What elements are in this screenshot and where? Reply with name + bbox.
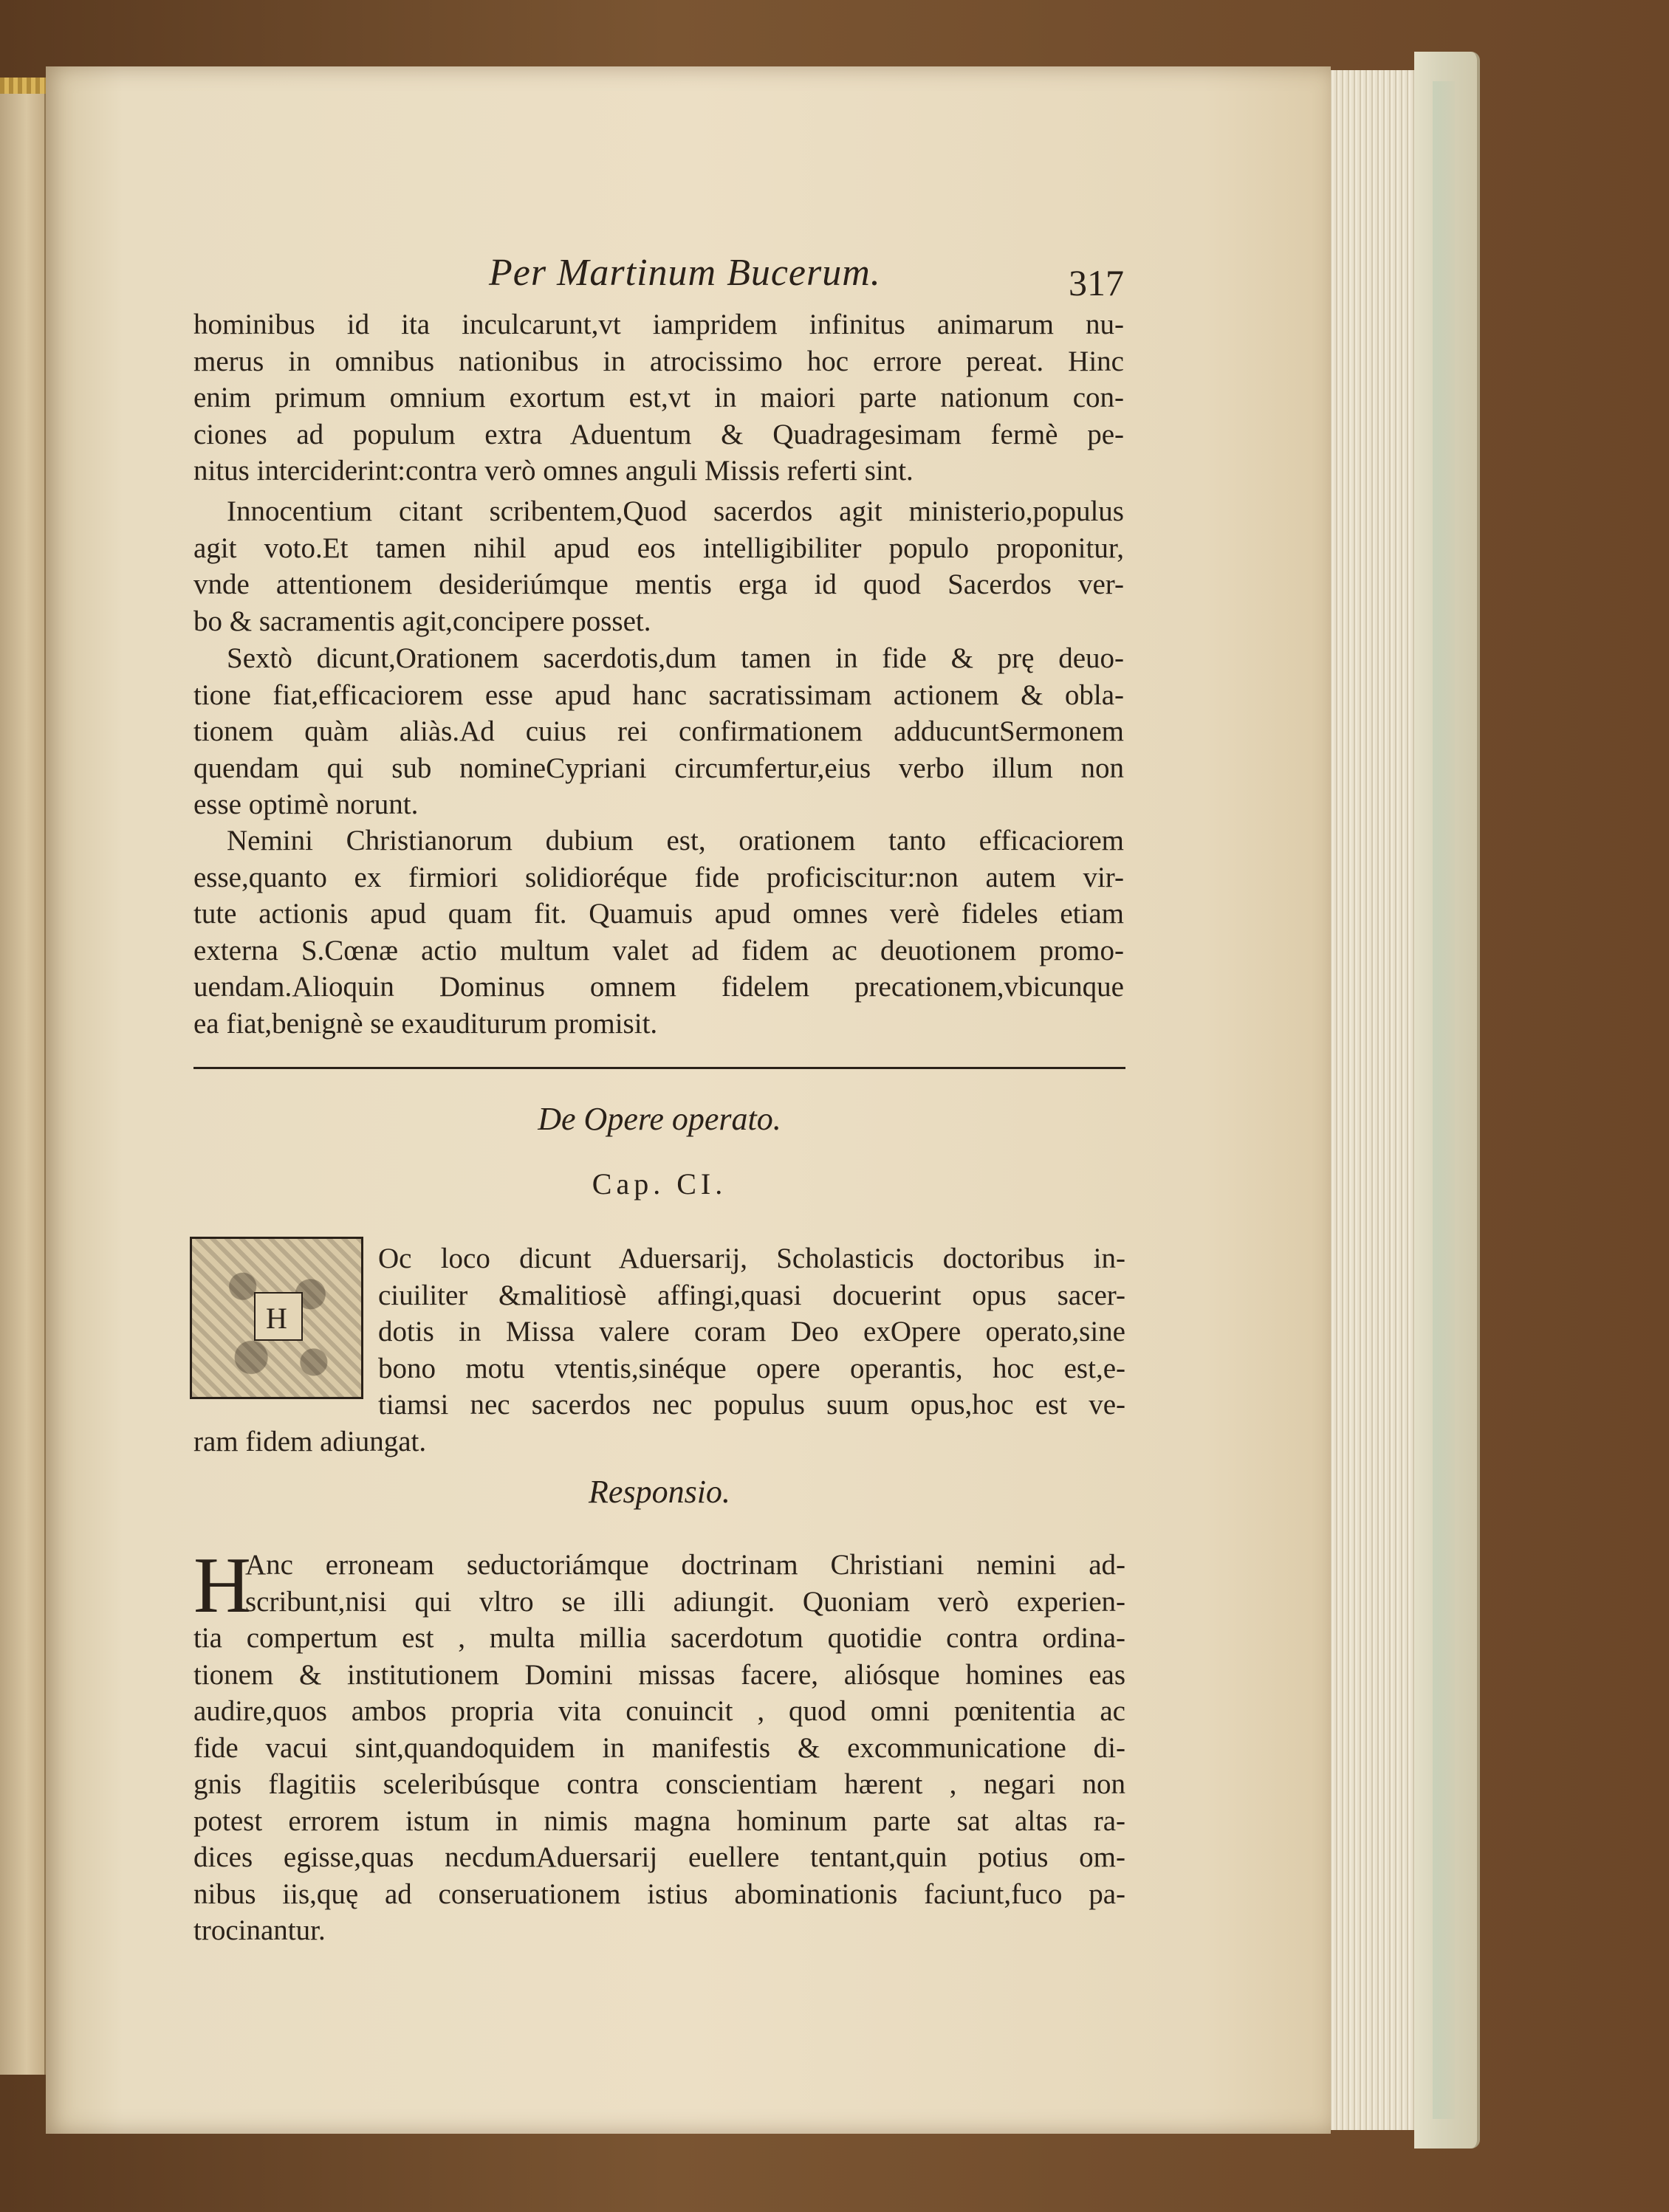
- text-line: Oc loco dicunt Aduersarij, Scholasticis doctoribus in-: [378, 1243, 1125, 1274]
- text-line: dotis in Missa valere coram Deo exOpere operato,sine: [378, 1316, 1125, 1347]
- text-line: tiamsi nec sacerdos nec populus suum opus,hoc est ve-: [378, 1389, 1125, 1421]
- page-block-edges: [1322, 70, 1416, 2130]
- page-number: 317: [1069, 262, 1124, 303]
- text-line: trocinantur.: [193, 1914, 326, 1946]
- text-line: ram fidem adiungat.: [193, 1425, 427, 1457]
- text-line: ciuiliter &malitiosè affingi,quasi docuerint opus sacer-: [378, 1279, 1125, 1311]
- text-line: tione fiat,efficaciorem esse apud hanc sacratissimam actionem & obla-: [193, 679, 1124, 711]
- initial-letter: H: [266, 1301, 287, 1335]
- paragraph-6: [193, 1542, 1125, 1949]
- paragraph-4: [193, 822, 1124, 1042]
- text-line: esse,quanto ex firmiori solidioréque fide proficiscitur:non autem vir-: [193, 861, 1124, 893]
- paragraph-1: [193, 306, 1124, 490]
- text-line: bo & sacramentis agit,concipere posset.: [193, 605, 651, 637]
- text-line: tionem & institutionem Domini missas facere, aliósque homines eas: [193, 1658, 1125, 1691]
- text-line: ea fiat,benignè se exauditurum promisit.: [193, 1007, 658, 1040]
- text-line: enim primum omnium exortum est,vt in maiori parte nationum con-: [193, 382, 1124, 413]
- running-head: Per Martinum Bucerum.: [489, 252, 881, 294]
- paragraph-2: [193, 493, 1124, 639]
- text-line: scribunt,nisi qui vltro se illi adiungit. Quoniam verò experien-: [245, 1585, 1125, 1618]
- text-line: hominibus id ita inculcarunt,vt iampridem infinitus animarum nu-: [193, 309, 1124, 340]
- initial-capital: H: [193, 1542, 251, 1629]
- text-line: gnis flagitiis sceleribúsque contra conscientiam hærent , negari non: [193, 1768, 1125, 1800]
- text-line: Anc erroneam seductoriámque doctrinam Christiani nemini ad-: [245, 1549, 1125, 1581]
- text-line: tia compertum est , multa millia sacerdotum quotidie contra ordina-: [193, 1622, 1125, 1654]
- text-line: quendam qui sub nomineCypriani circumfertur,eius verbo illum non: [193, 752, 1124, 784]
- paragraph-3: [193, 640, 1124, 823]
- cover-tint: [1433, 81, 1455, 2119]
- text-line: esse optimè norunt.: [193, 789, 419, 820]
- text-line: ciones ad populum extra Aduentum & Quadragesimam fermè pe-: [193, 418, 1124, 450]
- chapter-number: Cap. CI.: [592, 1167, 727, 1201]
- text-line: fide vacui sint,quandoquidem in manifestis & excommunicatione di-: [193, 1731, 1125, 1764]
- paragraph-5: [193, 1240, 1125, 1460]
- text-line: vnde attentionem desideriúmque mentis erga id quod Sacerdos ver-: [193, 569, 1124, 600]
- text-line: externa S.Cœnæ actio multum valet ad fidem ac deuotionem promo-: [193, 934, 1124, 966]
- text-line: nitus interciderint:contra verò omnes anguli Missis referti sint.: [193, 455, 914, 487]
- text-line: dices egisse,quas necdumAduersarij euellere tentant,quin potius om-: [193, 1841, 1125, 1873]
- text-line: potest errorem istum in nimis magna hominum parte sat altas ra-: [193, 1804, 1125, 1837]
- text-line: uendam.Alioquin Dominus omnem fidelem precationem,vbicunque: [193, 971, 1124, 1003]
- text-line: tute actionis apud quam fit. Quamuis apud omnes verè fideles etiam: [193, 898, 1124, 930]
- text-line: Sextò dicunt,Orationem sacerdotis,dum tamen in fide & prę deuo-: [227, 642, 1124, 674]
- section-heading: Responsio.: [589, 1474, 730, 1510]
- text-line: Innocentium citant scribentem,Quod sacerdos agit ministerio,populus: [227, 495, 1124, 527]
- text-line: audire,quos ambos propria vita conuincit , quod omni pœnitentia ac: [193, 1695, 1125, 1727]
- text-line: tionem quàm aliàs.Ad cuius rei confirmationem adducuntSermonem: [193, 715, 1124, 747]
- text-line: bono motu vtentis,sinéque opere operantis, hoc est,e-: [378, 1352, 1125, 1384]
- text-line: nibus iis,quę ad conseruationem istius abominationis faciunt,fuco pa-: [193, 1878, 1125, 1910]
- section-rule: [193, 1067, 1125, 1069]
- text-line: agit voto.Et tamen nihil apud eos intelligibiliter populo proponitur,: [193, 532, 1124, 564]
- text-line: Nemini Christianorum dubium est, orationem tanto efficaciorem: [227, 825, 1124, 856]
- book-page: [46, 66, 1331, 2134]
- chapter-title: De Opere operato.: [538, 1101, 781, 1137]
- text-line: merus in omnibus nationibus in atrocissimo hoc errore pereat. Hinc: [193, 345, 1124, 377]
- left-page-edge: [0, 81, 46, 2075]
